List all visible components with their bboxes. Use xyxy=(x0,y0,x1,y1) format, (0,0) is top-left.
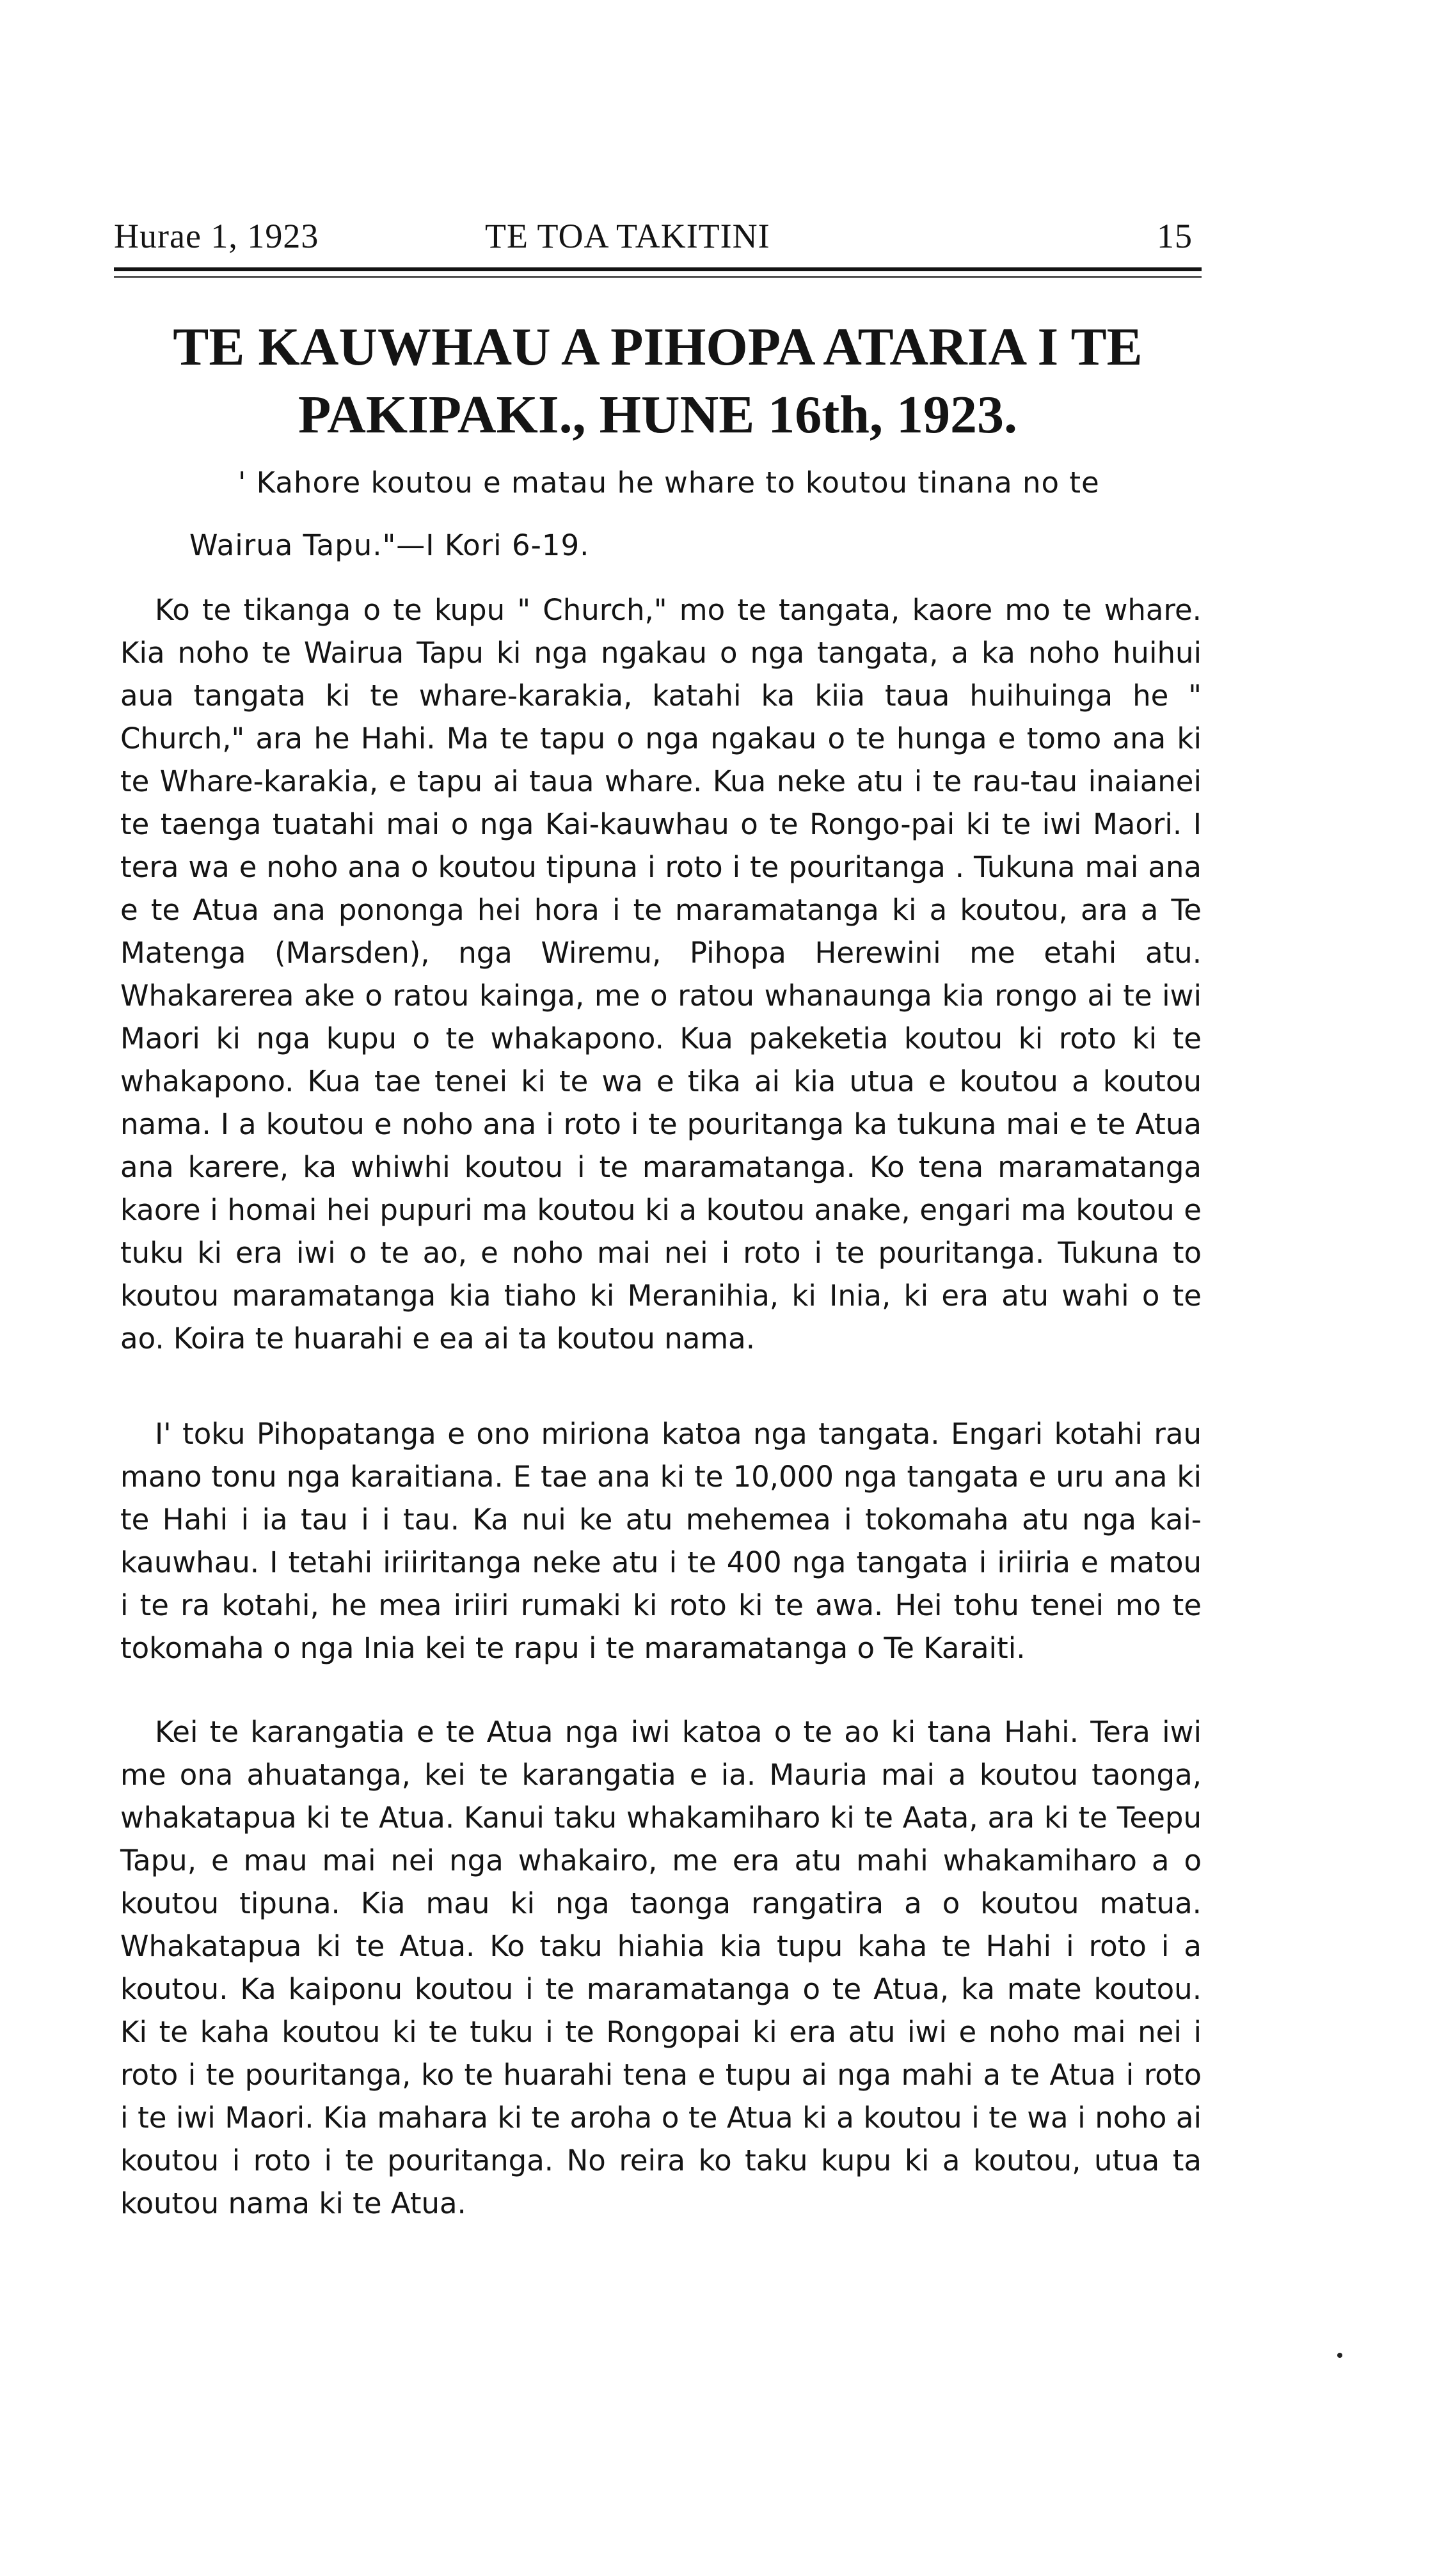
epigraph-line-1: ' Kahore koutou e matau he whare to koutou tinana no te xyxy=(238,466,1100,500)
body-paragraph-3: Kei te karangatia e te Atua nga iwi katoa o te ao ki tana Hahi. Tera iwi me ona ahuatanga, kei te karangatia e ia. Mauria mai a koutou taonga, whakatapua ki te Atua. Kanui taku whakamiharo ki te Aata, ara ki te Teepu Tapu, e mau mai nei nga whakairo, me era atu mahi whakamiharo a o koutou tipuna. Kia mau ki nga taonga rangatira a o koutou matua. Whakatapua ki te Atua. Ko taku hiahia kia tupu kaha te Hahi i roto i a koutou. Ka kaiponu koutou i te maramatanga o te Atua, ka mate koutou. Ki te kaha koutou ki te tuku i te Rongopai ki era atu iwi e noho mai nei i roto i te pouritanga, ko te huarahi tena e tupu ai nga mahi a te Atua i roto i te iwi Maori. Kia mahara ki te aroha o te Atua ki a koutou i te wa i noho ai koutou i roto i te pouritanga. No reira ko taku kupu ki a koutou, utua ta koutou nama ki te Atua. xyxy=(120,1715,1202,2220)
running-header xyxy=(114,216,1202,261)
header-rule-thin xyxy=(114,276,1202,278)
body-paragraph-2: I' toku Pihopatanga e ono miriona katoa nga tangata. Engari kotahi rau mano tonu nga karaitiana. E tae ana ki te 10,000 nga tangata e uru ana ki te Hahi i ia tau i i tau. Ka nui ke atu mehemea i tokomaha atu nga kai-kauwhau. I tetahi iriiritanga neke atu i te 400 nga tangata i iriiria e matou i te ra kotahi, he mea iriiri rumaki ki roto ki te awa. Hei tohu tenei mo te tokomaha o nga Inia kei te rapu i te maramatanga o Te Karaiti. xyxy=(120,1417,1202,1665)
print-speck xyxy=(1337,2353,1342,2358)
article-title xyxy=(114,313,1202,449)
article-title-line-1: TE KAUWHAU A PIHOPA ATARIA I TE xyxy=(173,317,1143,377)
article-title-line-2: PAKIPAKI., HUNE 16th, 1923. xyxy=(298,385,1017,445)
epigraph-line-2: Wairua Tapu."—I Kori 6-19. xyxy=(189,528,590,562)
publication-name: TE TOA TAKITINI xyxy=(485,217,770,255)
issue-date: Hurae 1, 1923 xyxy=(114,217,319,255)
body-paragraph-1: Ko te tikanga o te kupu " Church," mo te tangata, kaore mo te whare. Kia noho te Wairua Tapu ki nga ngakau o nga tangata, a ka noho huihui aua tangata ki te whare-karakia, katahi ka kiia taua huihuinga he " Church," ara he Hahi. Ma te tapu o nga ngakau o te hunga e tomo ana ki te Whare-karakia, e tapu ai taua whare. Kua neke atu i te rau-tau inaianei te taenga tuatahi mai o nga Kai-kauwhau o te Rongo-pai ki te iwi Maori. I tera wa e noho ana o koutou tipuna i roto i te pouritanga . Tukuna mai ana e te Atua ana pononga hei hora i te maramatanga ki a koutou, ara a Te Matenga (Marsden), nga Wiremu, Pihopa Herewini me etahi atu. Whakarerea ake o ratou kainga, me o ratou whanaunga kia rongo ai te iwi Maori ki nga kupu o te whakapono. Kua pakeketia koutou ki roto ki te whakapono. Kua tae tenei ki te wa e tika ai kia utua e koutou a koutou nama. I a koutou e noho ana i roto i te pouritanga ka tukuna mai e te Atua ana karere, ka whiwhi koutou i te maramatanga. Ko tena maramatanga kaore i homai hei pupuri ma koutou ki a koutou anake, engari ma koutou e tuku ki era iwi o te ao, e noho mai nei i roto i te pouritanga. Tukuna to koutou maramatanga kia tiaho ki Meranihia, ki Inia, ki era atu wahi o te ao. Koira te huarahi e ea ai ta koutou nama. xyxy=(120,593,1202,1355)
header-rule-thick xyxy=(114,267,1202,271)
page-number: 15 xyxy=(1157,217,1193,255)
